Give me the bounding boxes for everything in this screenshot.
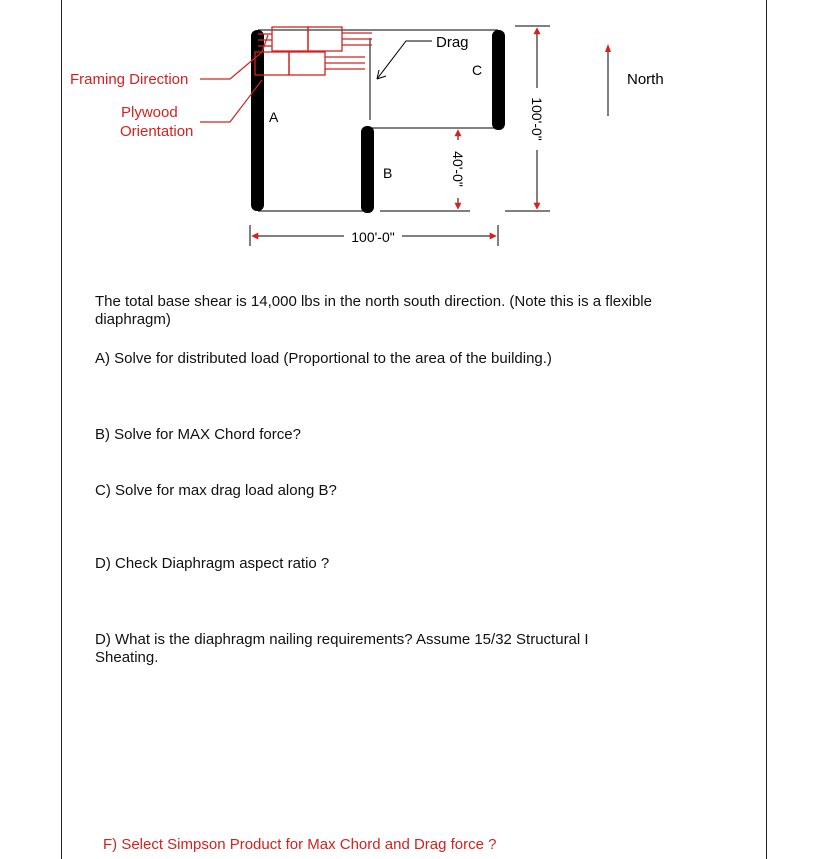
shear-wall-a [251, 30, 264, 211]
wall-b-label: B [383, 165, 393, 181]
north-label: North [627, 71, 664, 88]
shear-wall-c [492, 30, 505, 130]
shear-wall-b [361, 126, 374, 213]
plywood-orientation-label-line2: Orientation [120, 123, 194, 140]
question-a: A) Solve for distributed load (Proportional to the area of the building.) [95, 350, 552, 367]
question-d-nailing: D) What is the diaphragm nailing requirements? Assume 15/32 Structural I Sheating. [95, 631, 589, 666]
wall-c-label: C [472, 62, 483, 78]
question-d-aspect-ratio: D) Check Diaphragm aspect ratio ? [95, 555, 330, 572]
drag-label: Drag [436, 34, 469, 51]
wall-a-label: A [269, 109, 279, 125]
vertical-dimension-full-label: 100'-0" [529, 97, 545, 141]
horizontal-dimension-label: 100'-0" [351, 229, 395, 245]
vertical-dimension-partial-label: 40'-0" [450, 151, 466, 187]
question-f: F) Select Simpson Product for Max Chord and Drag force ? [103, 836, 497, 853]
plywood-orientation-label-line1: Plywood [121, 104, 178, 121]
question-c: C) Solve for max drag load along B? [95, 482, 337, 499]
framing-direction-label: Framing Direction [70, 71, 189, 88]
problem-intro: The total base shear is 14,000 lbs in the north south direction. (Note this is a flexible diaphragm) [95, 293, 652, 328]
plywood-panels [255, 27, 372, 75]
floor-plan-diagram [0, 0, 828, 300]
question-b: B) Solve for MAX Chord force? [95, 426, 301, 443]
drag-leader [377, 41, 432, 79]
north-arrow-icon [605, 44, 611, 116]
